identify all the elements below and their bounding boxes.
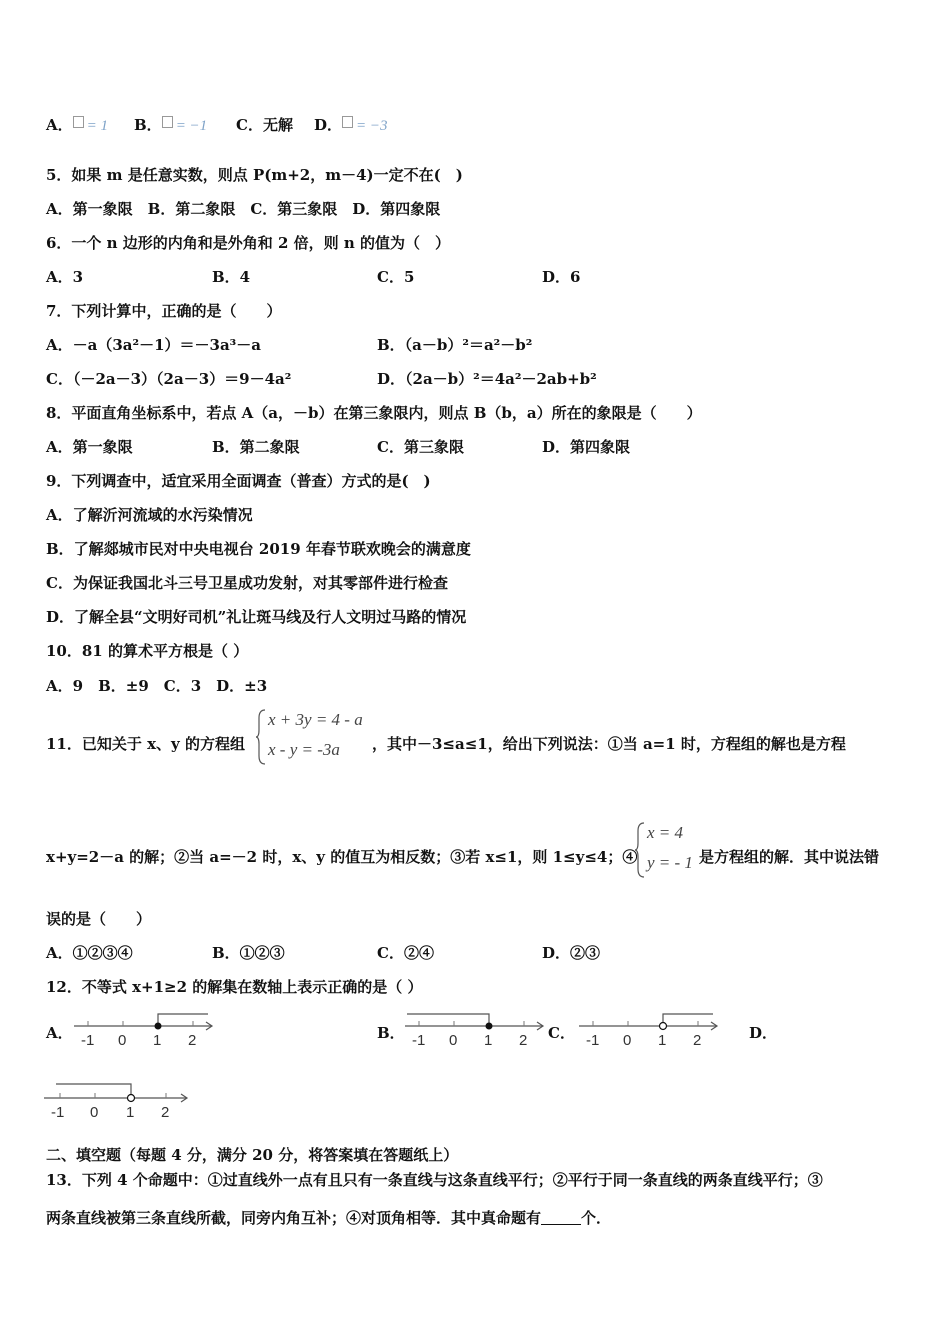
image-placeholder-icon (73, 116, 84, 128)
q4-option-b-label: B． (134, 116, 162, 134)
tick-label: -1 (81, 1032, 95, 1049)
q9-option-c: C．为保证我国北斗三号卫星成功发射，对其零部件进行检查 (46, 574, 448, 592)
q11-option-c: C．②④ (377, 944, 434, 962)
tick-label: 1 (126, 1104, 135, 1120)
q11-stem-after: ，其中－3≤a≤1，给出下列说法：①当 a=1 时，方程组的解也是方程 (372, 735, 846, 753)
q4-options (46, 115, 108, 136)
tick-label: 1 (658, 1032, 667, 1049)
q6-option-d: D．6 (542, 268, 581, 286)
q8-stem: 8．平面直角坐标系中，若点 A（a，－b）在第三象限内，则点 B（b，a）所在的象限是（ ） (46, 404, 702, 422)
q13-line1: 13．下列 4 个命题中：①过直线外一点有且只有一条直线与这条直线平行；②平行于同一条直线的两条直线平行；③ (46, 1171, 823, 1189)
q13-line2-start: 两条直线被第三条直线所截，同旁内角互补；④对顶角相等．其中真命题有 (46, 1209, 542, 1227)
q11-system-line-1: x + 3y = 4 - a (268, 710, 363, 729)
image-placeholder-icon (162, 116, 173, 128)
q9-option-a: A．了解沂河流域的水污染情况 (46, 506, 253, 524)
q13-line2-end: 个． (581, 1209, 612, 1227)
q7-option-d: D．（2a－b）²＝4a²－2ab+b² (377, 370, 597, 388)
section-2-title: 二、填空题（每题 4 分，满分 20 分，将答案填在答题纸上） (46, 1146, 459, 1164)
left-brace-icon (634, 821, 646, 879)
q4-option-a-value: = 1 (86, 118, 109, 134)
q11-line2-end: 是方程组的解．其中说法错 (699, 848, 880, 866)
q5-stem: 5．如果 m 是任意实数，则点 P(m+2，m－4)一定不在( ) (46, 166, 463, 184)
tick-label: 0 (449, 1032, 458, 1049)
tick-label: -1 (412, 1032, 426, 1049)
q11-solution-line-2: y = - 1 (647, 853, 693, 872)
q11-line2-start: x+y=2－a 的解；②当 a=－2 时，x、y 的值互为相反数；③若 x≤1，则 1≤y≤4；④ (46, 848, 638, 866)
q7-stem: 7．下列计算中，正确的是（ ） (46, 302, 282, 320)
q10-options: A．9 B．±9 C．3 D．±3 (46, 677, 268, 695)
q13-line2 (46, 1208, 611, 1228)
image-placeholder-icon (342, 116, 353, 128)
q4-option-b-value: = −1 (175, 118, 208, 134)
q4-option-d-value: = −3 (356, 118, 388, 134)
q8-option-d: D．第四象限 (542, 438, 631, 456)
q4-option-d-label: D． (314, 116, 343, 134)
q4-option-c: C．无解 (236, 116, 293, 134)
q11-option-d: D．②③ (542, 944, 601, 962)
q4-option-b (134, 115, 207, 136)
q12-number-line-b (403, 1010, 548, 1050)
q9-option-b: B．了解郯城市民对中央电视台 2019 年春节联欢晚会的满意度 (46, 540, 471, 558)
q4-option-d (314, 115, 388, 136)
q11-system-line-2: x - y = -3a (268, 740, 340, 759)
tick-label: 0 (623, 1032, 632, 1049)
tick-label: -1 (586, 1032, 600, 1049)
tick-label: 0 (90, 1104, 99, 1120)
q10-stem: 10．81 的算术平方根是（ ） (46, 642, 249, 660)
q11-line3: 误的是（ ） (46, 910, 152, 928)
q12-number-line-d (42, 1078, 192, 1120)
q12-stem: 12．不等式 x+1≥2 的解集在数轴上表示正确的是（ ） (46, 978, 423, 996)
q11-option-a: A．①②③④ (46, 944, 133, 962)
tick-label: 1 (484, 1032, 493, 1049)
tick-label: 2 (693, 1032, 702, 1049)
answer-blank (541, 1210, 581, 1225)
q4-option-a-label: A． (46, 116, 73, 134)
tick-label: 2 (161, 1104, 170, 1120)
q9-stem: 9．下列调查中，适宜采用全面调查（普查）方式的是( ) (46, 472, 431, 490)
q6-stem: 6．一个 n 边形的内角和是外角和 2 倍，则 n 的值为（ ） (46, 234, 451, 252)
q5-options: A．第一象限 B．第二象限 C．第三象限 D．第四象限 (46, 200, 441, 218)
q8-option-c: C．第三象限 (377, 438, 464, 456)
q12-number-line-a (72, 1010, 217, 1050)
q9-option-d: D．了解全县“文明好司机”礼让斑马线及行人文明过马路的情况 (46, 608, 467, 626)
q11-option-b: B．①②③ (212, 944, 285, 962)
q11-stem-start: 11．已知关于 x、y 的方程组 (46, 735, 245, 753)
q8-option-b: B．第二象限 (212, 438, 300, 456)
q6-option-b: B．4 (212, 268, 251, 286)
q12-option-a-label: A． (46, 1024, 73, 1042)
q7-option-b: B．（a－b）²＝a²－b² (377, 336, 533, 354)
q6-option-a: A．3 (46, 268, 84, 286)
q8-option-a: A．第一象限 (46, 438, 133, 456)
q12-number-line-c (577, 1010, 722, 1050)
q6-option-c: C．5 (377, 268, 415, 286)
left-brace-icon (255, 708, 267, 766)
tick-label: 2 (519, 1032, 528, 1049)
tick-label: -1 (51, 1104, 65, 1120)
q12-option-c-label: C． (548, 1024, 575, 1042)
q12-option-b-label: B． (377, 1024, 405, 1042)
q12-option-d-label: D． (749, 1024, 778, 1042)
tick-label: 0 (118, 1032, 127, 1049)
q7-option-a: A．－a（3a²－1）＝－3a³－a (46, 336, 261, 354)
tick-label: 2 (188, 1032, 197, 1049)
tick-label: 1 (153, 1032, 162, 1049)
q7-option-c: C．（－2a－3）（2a－3）＝9－4a² (46, 370, 292, 388)
q11-solution-line-1: x = 4 (647, 823, 684, 842)
